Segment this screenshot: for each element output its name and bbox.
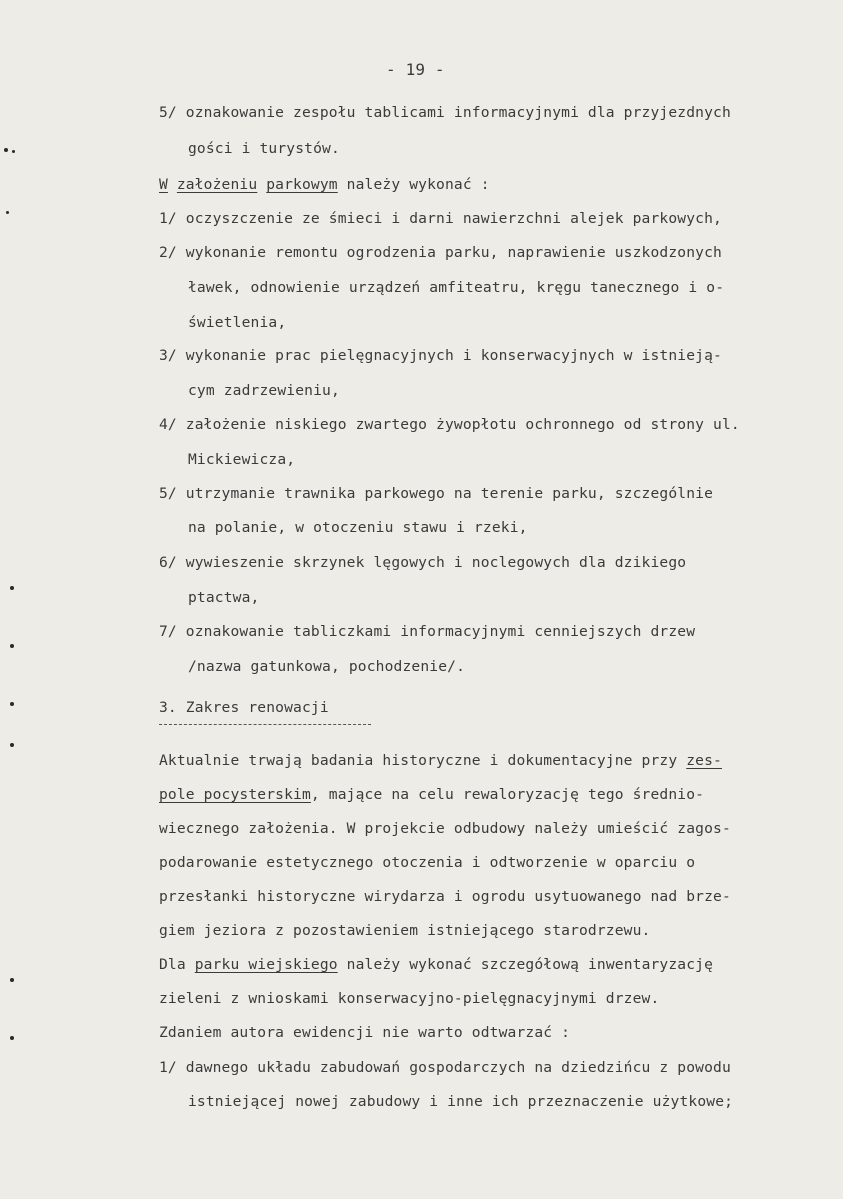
text-line [159,752,722,769]
text-line: ptactwa, [188,589,260,606]
heading-underline [159,724,371,725]
text-line: ławek, odnowienie urządzeń amfiteatru, kręgu tanecznego i o- [188,279,725,296]
text-line: istniejącej nowej zabudowy i inne ich przeznaczenie użytkowe; [188,1093,734,1110]
underlined-text: założeniu [176,176,258,193]
text-span: należy wykonać szczegółową inwentaryzację [337,956,714,973]
text-line: przesłanki historyczne wirydarza i ogrodu usytuowanego nad brze- [159,888,731,905]
list-item: 5/ utrzymanie trawnika parkowego na terenie parku, szczególnie [159,485,714,502]
text-line: na polanie, w otoczeniu stawu i rzeki, [188,519,528,536]
text-span [257,176,266,193]
margin-mark [6,211,9,214]
list-item: 6/ wywieszenie skrzynek lęgowych i noclegowych dla dzikiego [159,554,687,571]
underlined-text: W [159,176,168,193]
list-item: 3/ wykonanie prac pielęgnacyjnych i konserwacyjnych w istnieją- [159,347,722,364]
text-line: wiecznego założenia. W projekcie odbudowy należy umieścić zagos- [159,820,731,837]
text-span: należy wykonać : [337,176,490,193]
list-item: 4/ założenie niskiego zwartego żywopłotu ochronnego od strony ul. [159,416,740,433]
section-heading: 3. Zakres renowacji [159,699,329,716]
text-line: podarowanie estetycznego otoczenia i odtworzenie w oparciu o [159,854,696,871]
list-item: 2/ wykonanie remontu ogrodzenia parku, naprawienie uszkodzonych [159,244,722,261]
underlined-text: parku wiejskiego [194,956,338,973]
text-line: cym zadrzewieniu, [188,382,340,399]
margin-mark [10,644,14,648]
margin-mark [10,702,14,706]
text-line [159,956,713,973]
text-span: Dla [159,956,195,973]
margin-mark [10,978,14,982]
list-item: 1/ oczyszczenie ze śmieci i darni nawierzchni alejek parkowych, [159,210,722,227]
text-line: 5/ oznakowanie zespołu tablicami informacyjnymi dla przyjezdnych [159,104,731,121]
text-span [168,176,177,193]
text-line [159,176,490,193]
text-line: /nazwa gatunkowa, pochodzenie/. [188,658,466,675]
margin-mark [10,586,14,590]
page-number: - 19 - [386,60,445,79]
text-line: gości i turystów. [188,140,340,157]
list-item: 7/ oznakowanie tabliczkami informacyjnymi cenniejszych drzew [159,623,696,640]
margin-mark [4,148,8,152]
margin-mark [10,743,14,747]
text-line [159,786,704,803]
margin-mark [10,1036,14,1040]
margin-mark [12,150,15,153]
list-item: 1/ dawnego układu zabudowań gospodarczych na dziedzińcu z powodu [159,1059,731,1076]
text-line: Zdaniem autora ewidencji nie warto odtwarzać : [159,1024,571,1041]
text-line: Mickiewicza, [188,451,296,468]
underlined-text: zes- [686,752,722,769]
text-span: , mające na celu rewaloryzację tego średnio- [310,786,705,803]
text-line: giem jeziora z pozostawieniem istniejącego starodrzewu. [159,922,651,939]
text-span: Aktualnie trwają badania historyczne i dokumentacyjne przy [159,752,687,769]
underlined-text: pole pocysterskim [159,786,311,803]
text-line: zieleni z wnioskami konserwacyjno-pielęgnacyjnymi drzew. [159,990,660,1007]
text-line: świetlenia, [188,314,287,331]
underlined-text: parkowym [266,176,338,193]
